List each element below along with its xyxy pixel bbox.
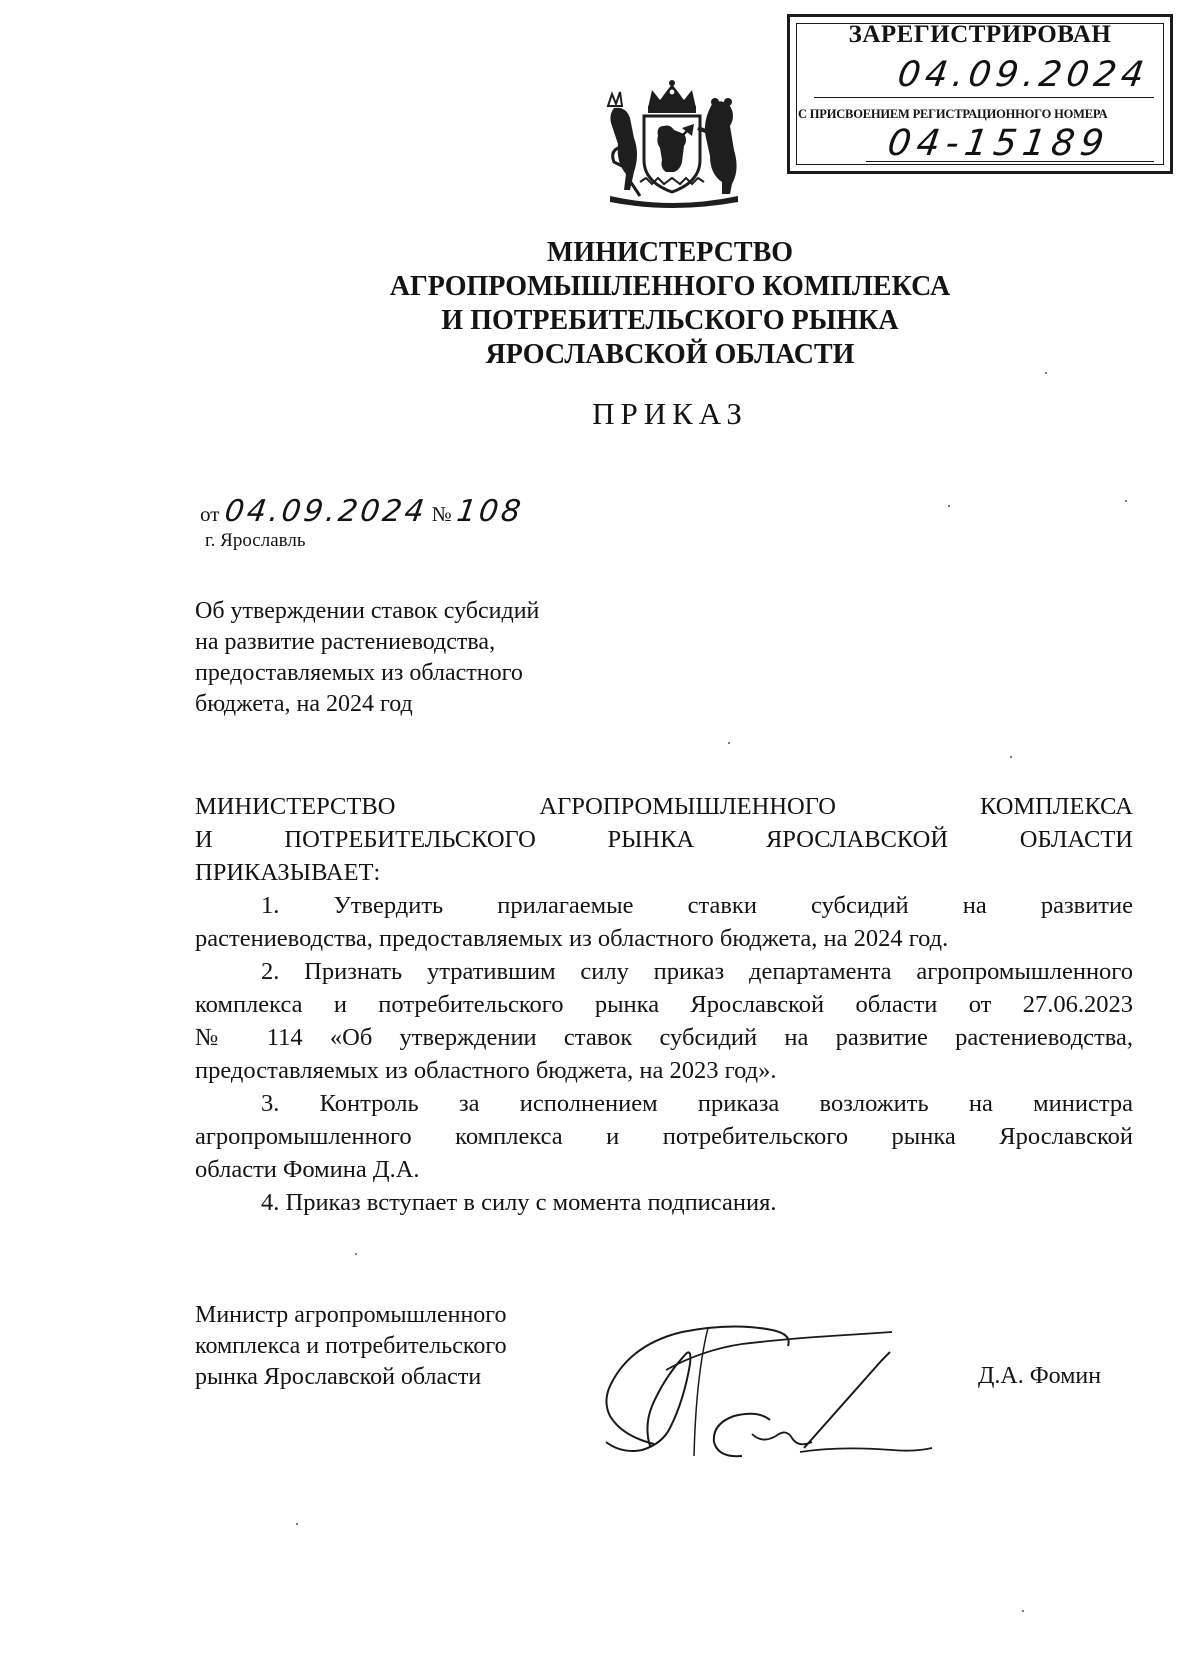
handwritten-signature [592, 1316, 937, 1471]
ministry-header [300, 236, 1040, 372]
paragraph-3-line: 3. Контроль за исполнением приказа возложить на министра [261, 1090, 1133, 1117]
stamp-number-underline [866, 161, 1154, 162]
ministry-header-line: МИНИСТЕРСТВО [546, 237, 794, 268]
document-type-title: ПРИКАЗ [592, 396, 748, 431]
registration-stamp [787, 14, 1173, 174]
paragraph-2-line: комплекса и потребительского рынка Ярославской области от 27.06.2023 [195, 991, 1133, 1018]
signer-position [195, 1300, 507, 1393]
body-intro-line: МИНИСТЕРСТВО АГРОПРОМЫШЛЕННОГО КОМПЛЕКСА [195, 793, 1133, 820]
scan-speck [1022, 1610, 1024, 1612]
body-intro-line: И ПОТРЕБИТЕЛЬСКОГО РЫНКА ЯРОСЛАВСКОЙ ОБЛАСТИ [195, 826, 1133, 853]
ministry-header-line: И ПОТРЕБИТЕЛЬСКОГО РЫНКА [441, 305, 899, 336]
ministry-header-line: ЯРОСЛАВСКОЙ ОБЛАСТИ [485, 339, 855, 370]
order-subject [195, 596, 539, 720]
order-date: 04.09.2024 [222, 494, 429, 529]
stamp-registration-date: 04.09.2024 [895, 55, 1152, 95]
scan-speck [355, 1253, 357, 1255]
order-number-sign: № [431, 502, 452, 526]
stamp-date-underline [814, 97, 1154, 98]
paragraph-4-line: 4. Приказ вступает в силу с момента подписания. [261, 1189, 777, 1216]
stamp-subtitle: С ПРИСВОЕНИЕМ РЕГИСТРАЦИОННОГО НОМЕРА [798, 107, 1108, 121]
order-subject-line: Об утверждении ставок субсидий [195, 598, 540, 624]
order-from-prefix: от [200, 502, 220, 526]
order-body [195, 790, 1133, 1219]
paragraph-3-line: области Фомина Д.А. [195, 1156, 420, 1183]
scan-speck [948, 505, 950, 507]
scan-speck [1045, 372, 1047, 374]
stamp-registration-number: 04-15189 [885, 123, 1113, 164]
ministry-header-line: АГРОПРОМЫШЛЕННОГО КОМПЛЕКСА [389, 271, 951, 302]
signer-name: Д.А. Фомин [978, 1363, 1102, 1389]
scan-speck [296, 1523, 298, 1525]
scan-speck [1125, 500, 1127, 502]
stamp-title: ЗАРЕГИСТРИРОВАН [848, 21, 1112, 48]
order-subject-line: бюджета, на 2024 год [195, 691, 413, 717]
order-city: г. Ярославль [205, 530, 306, 551]
body-intro-line: ПРИКАЗЫВАЕТ: [195, 859, 381, 886]
scan-speck [1010, 756, 1012, 758]
order-date-number-line [200, 494, 526, 529]
coat-of-arms-icon [600, 78, 745, 210]
paragraph-3-line: агропромышленного комплекса и потребительского рынка Ярославской [195, 1123, 1133, 1150]
order-subject-line: на развитие растениеводства, [195, 629, 496, 655]
signer-position-line: рынка Ярославской области [195, 1364, 482, 1390]
paragraph-2-line: № 114 «Об утверждении ставок субсидий на развитие растениеводства, [195, 1024, 1133, 1051]
paragraph-2-line: 2. Признать утратившим силу приказ департамента агропромышленного [261, 958, 1133, 985]
order-subject-line: предоставляемых из областного [195, 660, 523, 686]
paragraph-1-line: растениеводства, предоставляемых из областного бюджета, на 2024 год. [195, 925, 949, 952]
paragraph-1-line: 1. Утвердить прилагаемые ставки субсидий на развитие [261, 892, 1133, 919]
scan-speck [728, 742, 730, 744]
order-number: 108 [454, 494, 526, 529]
signer-position-line: Министр агропромышленного [195, 1302, 507, 1328]
signer-position-line: комплекса и потребительского [195, 1333, 507, 1359]
paragraph-2-line: предоставляемых из областного бюджета, на 2023 год». [195, 1057, 777, 1084]
